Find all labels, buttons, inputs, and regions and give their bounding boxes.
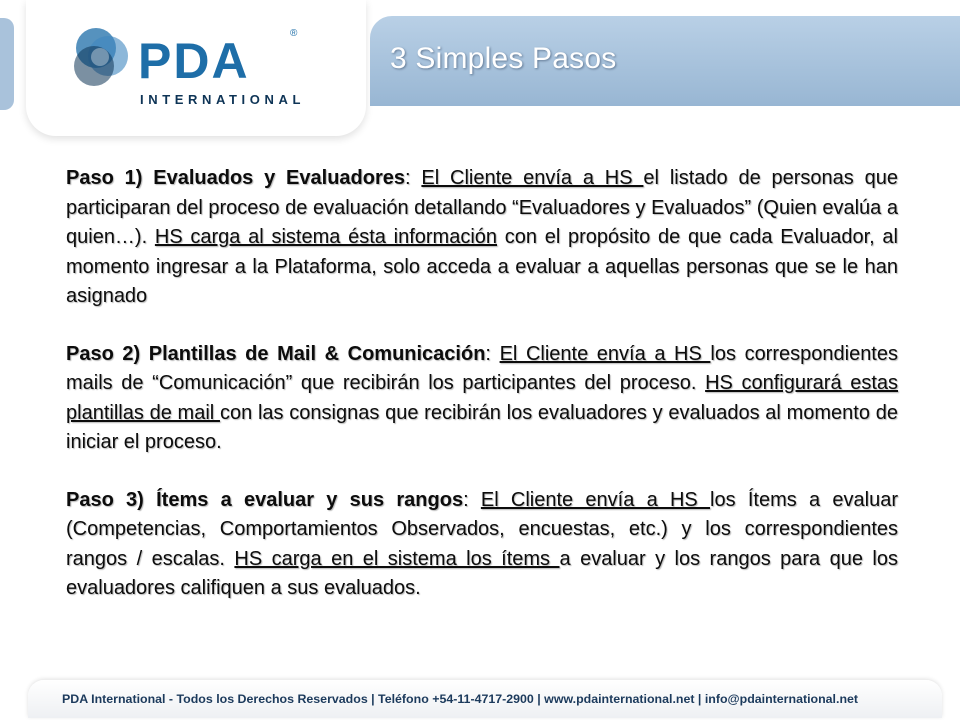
step-3-text-1: los Ítems a evaluar (Competencias, Comportamientos Observados, encuestas, etc.) y los correspondientes rangos / escalas.	[66, 488, 898, 570]
step-1	[66, 164, 898, 312]
step-1-text-1: el listado de personas que participaran del proceso de evaluación detallando “Evaluadores y Evaluados” (Quien evalúa a quien…).	[66, 167, 899, 248]
logo-subtitle: INTERNATIONAL	[140, 92, 305, 107]
footer-bar	[28, 680, 942, 718]
step-2-underline-1: El Cliente envía a HS	[499, 342, 711, 365]
footer-text: PDA International - Todos los Derechos Reservados | Teléfono +54-11-4717-2900 | www.pdainternational.net | info@pdainternational.net	[62, 692, 859, 706]
registered-mark: ®	[290, 28, 298, 39]
pda-logo	[66, 22, 316, 112]
left-accent-strip	[0, 18, 14, 110]
title-banner	[370, 16, 960, 106]
step-1-underline-2: HS carga al sistema ésta información	[154, 226, 498, 248]
step-1-underline-1: El Cliente envía a HS	[421, 167, 644, 189]
logo-wordmark: PDA	[138, 33, 250, 89]
step-3	[66, 486, 898, 604]
step-2-text-2: con las consignas que recibirán los evaluadores y evaluados al momento de iniciar el proceso.	[66, 401, 898, 453]
step-3-heading: Paso 3) Ítems a evaluar y sus rangos	[66, 488, 464, 511]
step-3-underline-1: El Cliente envía a HS	[480, 488, 711, 511]
step-2-heading: Paso 2) Plantillas de Mail & Comunicación	[66, 342, 486, 365]
step-2	[66, 340, 898, 458]
step-2-text-1: los correspondientes mails de “Comunicación” que recibirán los participantes del proceso.	[66, 342, 898, 394]
step-1-heading: Paso 1) Evaluados y Evaluadores	[66, 167, 406, 189]
step-2-separator: :	[485, 342, 500, 365]
step-3-separator: :	[463, 488, 481, 511]
step-2-underline-2: HS configurará estas plantillas de mail	[66, 372, 899, 424]
step-1-separator: :	[405, 167, 422, 189]
steps-content	[66, 164, 898, 632]
step-1-text-2: con el propósito de que cada Evaluador, al momento ingresar a la Plataforma, solo acceda a evaluar a aquellas personas que se le han asignado	[66, 226, 899, 307]
slide-title: 3 Simples Pasos	[390, 42, 617, 75]
step-3-text-2: a evaluar y los rangos para que los evaluadores califiquen a sus evaluados.	[66, 547, 898, 599]
pda-circles-icon	[66, 22, 146, 102]
step-3-underline-2: HS carga en el sistema los ítems	[234, 547, 560, 570]
